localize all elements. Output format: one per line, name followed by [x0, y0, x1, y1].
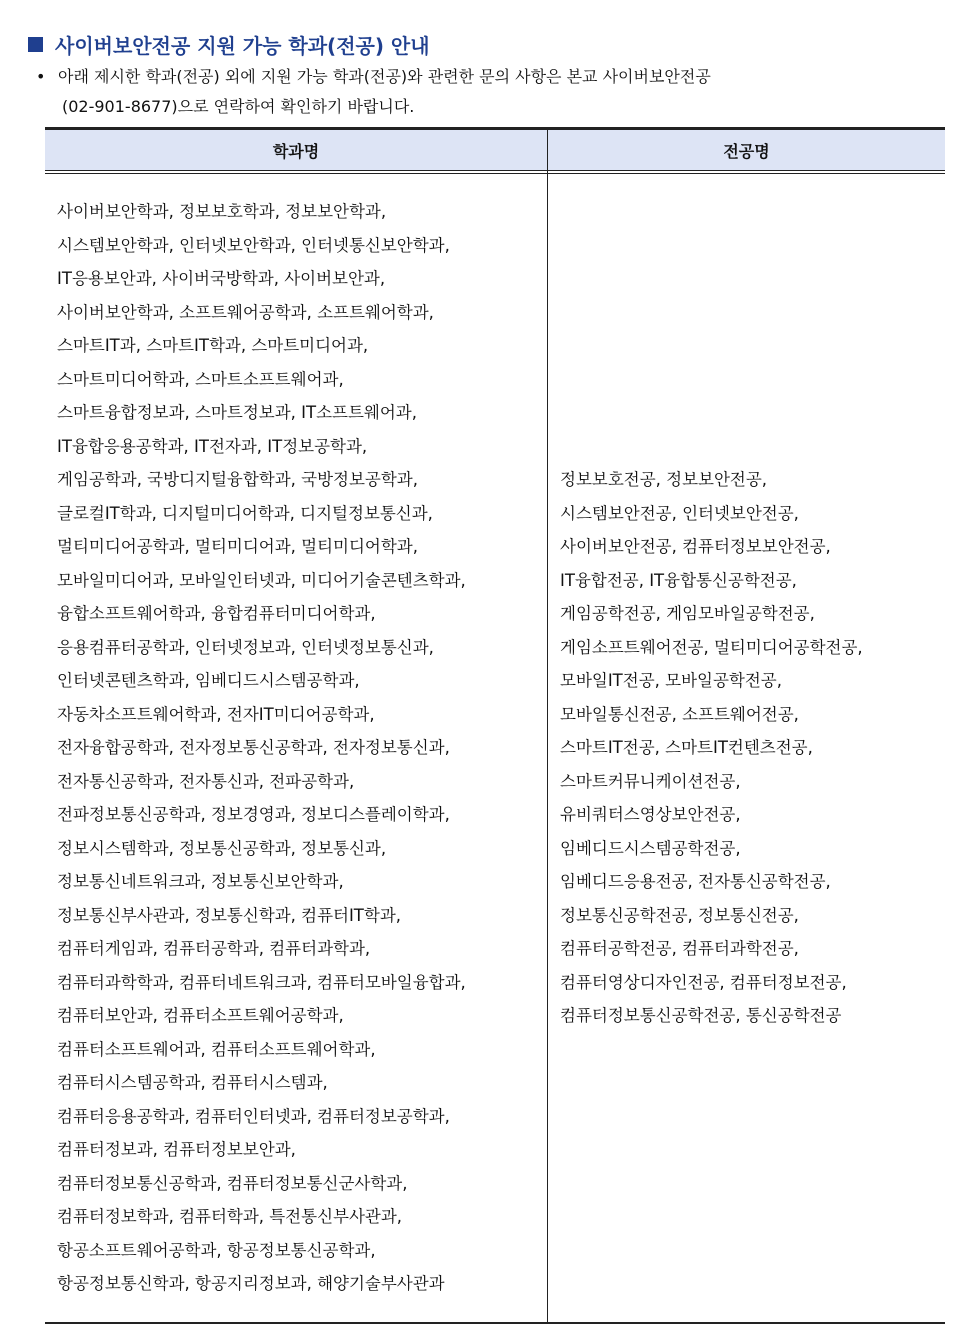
- department-item: 응용컴퓨터공학과, 인터넷정보과, 인터넷정보통신과,: [57, 637, 434, 657]
- major-item: 모바일IT전공, 모바일공학전공,: [560, 671, 782, 690]
- department-item: 글로컬IT학과, 디지털미디어학과, 디지털정보통신과,: [57, 503, 433, 523]
- section-title: [28, 30, 430, 58]
- department-item: 전자통신공학과, 전자통신과, 전파공학과,: [57, 771, 355, 791]
- department-item: 컴퓨터정보과, 컴퓨터정보보안과,: [57, 1140, 296, 1159]
- major-item: 정보보호전공, 정보보안전공,: [560, 470, 768, 489]
- major-item: 게임소프트웨어전공, 멀티미디어공학전공,: [560, 637, 863, 657]
- department-item: 컴퓨터시스템공학과, 컴퓨터시스템과,: [57, 1073, 328, 1092]
- department-item: 컴퓨터정보학과, 컴퓨터학과, 특전통신부사관과,: [57, 1207, 403, 1226]
- header-major: 전공명: [723, 141, 770, 161]
- department-item: 시스템보안학과, 인터넷보안학과, 인터넷통신보안학과,: [57, 235, 450, 255]
- header-rule: [45, 170, 945, 171]
- department-item: 정보통신부사관과, 정보통신학과, 컴퓨터IT학과,: [57, 905, 402, 925]
- department-item: 융합소프트웨어학과, 융합컴퓨터미디어학과,: [57, 604, 376, 623]
- department-item: 모바일미디어과, 모바일인터넷과, 미디어기술콘텐츠학과,: [57, 570, 466, 590]
- department-item: 컴퓨터과학학과, 컴퓨터네트워크과, 컴퓨터모바일융합과,: [57, 972, 466, 992]
- department-item: 전파정보통신공학과, 정보경영과, 정보디스플레이학과,: [57, 805, 450, 824]
- department-item: 컴퓨터게임과, 컴퓨터공학과, 컴퓨터과학과,: [57, 939, 371, 958]
- notice: [36, 62, 711, 122]
- major-item: 모바일통신전공, 소프트웨어전공,: [560, 704, 799, 724]
- major-item: IT융합전공, IT융합통신공학전공,: [560, 570, 797, 590]
- major-item: 컴퓨터공학전공, 컴퓨터과학전공,: [560, 939, 799, 958]
- department-item: 정보통신네트워크과, 정보통신보안학과,: [57, 872, 344, 891]
- major-item: 임베디드응용전공, 전자통신공학전공,: [560, 872, 831, 891]
- major-list: [560, 463, 863, 1033]
- department-item: 컴퓨터정보통신공학과, 컴퓨터정보통신군사학과,: [57, 1173, 408, 1193]
- major-item: 게임공학전공, 게임모바일공학전공,: [560, 604, 815, 623]
- department-item: 자동차소프트웨어학과, 전자IT미디어공학과,: [57, 704, 375, 724]
- department-item: 컴퓨터응용공학과, 컴퓨터인터넷과, 컴퓨터정보공학과,: [57, 1106, 450, 1126]
- department-item: 컴퓨터소프트웨어과, 컴퓨터소프트웨어학과,: [57, 1039, 376, 1059]
- department-item: 스마트미디어학과, 스마트소프트웨어과,: [57, 369, 344, 389]
- major-item: 임베디드시스템공학전공,: [560, 838, 741, 858]
- section-title-text: 사이버보안전공 지원 가능 학과(전공) 안내: [55, 33, 430, 58]
- department-item: IT응용보안과, 사이버국방학과, 사이버보안과,: [57, 269, 386, 288]
- department-item: 스마트IT과, 스마트IT학과, 스마트미디어과,: [57, 336, 369, 355]
- department-item: 인터넷콘텐츠학과, 임베디드시스템공학과,: [57, 671, 360, 690]
- major-item: 사이버보안전공, 컴퓨터정보보안전공,: [560, 537, 831, 556]
- header-department: 학과명: [272, 141, 320, 161]
- major-item: 컴퓨터정보통신공학전공, 통신공학전공: [560, 1006, 842, 1025]
- major-item: 정보통신공학전공, 정보통신전공,: [560, 905, 799, 925]
- department-item: 항공정보통신학과, 항공지리정보과, 해양기술부사관과: [57, 1274, 445, 1293]
- major-item: 유비쿼터스영상보안전공,: [560, 805, 741, 824]
- department-item: 게임공학과, 국방디지털융합학과, 국방정보공학과,: [57, 470, 418, 489]
- notice-text-1: 아래 제시한 학과(전공) 외에 지원 가능 학과(전공)와 관련한 문의 사항은 본교 사이버보안전공: [58, 67, 711, 86]
- notice-line-2: (02-901-8677)으로 연락하여 확인하기 바랍니다.: [62, 97, 415, 116]
- department-list: [57, 195, 466, 1301]
- department-table: [45, 127, 945, 1324]
- header-rule-double: [45, 173, 945, 174]
- department-item: 전자융합공학과, 전자정보통신공학과, 전자정보통신과,: [57, 738, 450, 757]
- major-item: 컴퓨터영상디자인전공, 컴퓨터정보전공,: [560, 972, 847, 992]
- table-bottom-rule: [45, 1322, 945, 1324]
- notice-line-1: [36, 62, 711, 92]
- department-item: IT융합응용공학과, IT전자과, IT정보공학과,: [57, 436, 368, 456]
- major-item: 시스템보안전공, 인터넷보안전공,: [560, 503, 799, 523]
- square-bullet-icon: [28, 37, 43, 52]
- department-item: 스마트융합정보과, 스마트정보과, IT소프트웨어과,: [57, 403, 417, 422]
- bullet-icon: •: [36, 67, 46, 86]
- column-divider: [547, 130, 548, 1324]
- department-item: 사이버보안학과, 정보보호학과, 정보보안학과,: [57, 202, 387, 221]
- major-item: 스마트커뮤니케이션전공,: [560, 771, 741, 791]
- department-item: 멀티미디어공학과, 멀티미디어과, 멀티미디어학과,: [57, 537, 418, 556]
- department-item: 정보시스템학과, 정보통신공학과, 정보통신과,: [57, 838, 387, 858]
- table-header-row: [45, 130, 945, 170]
- major-item: 스마트IT전공, 스마트IT컨텐츠전공,: [560, 738, 813, 757]
- department-item: 컴퓨터보안과, 컴퓨터소프트웨어공학과,: [57, 1006, 344, 1025]
- department-item: 항공소프트웨어공학과, 항공정보통신공학과,: [57, 1240, 376, 1260]
- department-item: 사이버보안학과, 소프트웨어공학과, 소프트웨어학과,: [57, 302, 434, 322]
